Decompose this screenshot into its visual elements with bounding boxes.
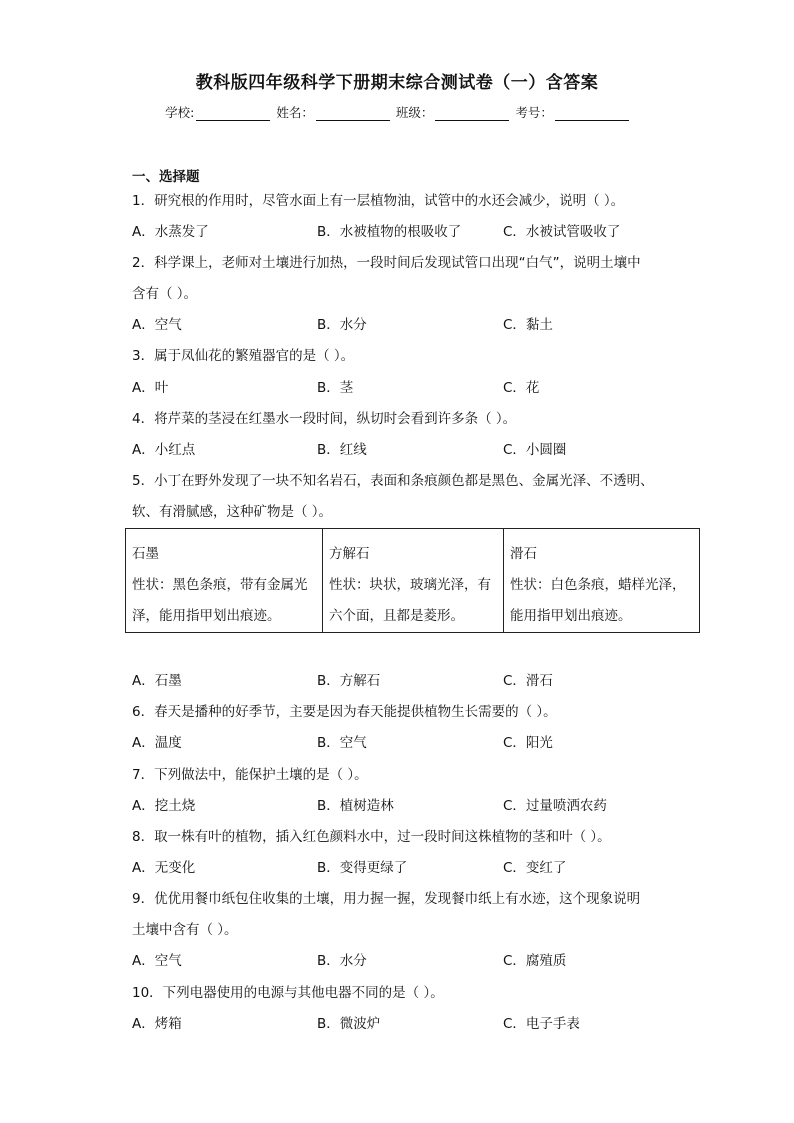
mineral-table [125,528,700,633]
mineral-property: 能用指甲划出痕迹。 [510,608,632,624]
mineral-property: 性状：黑色条痕，带有金属光 [132,577,308,593]
question-5-option-c[interactable]: C．滑石 [503,673,553,689]
question-5-text: 5．小丁在野外发现了一块不知名岩石，表面和条痕颜色都是黑色、金属光泽、不透明、 [132,473,654,489]
question-2-text: 2．科学课上，老师对土壤进行加热，一段时间后发现试管口出现“白气”，说明土壤中 [132,255,641,271]
question-10-option-b[interactable]: B．微波炉 [317,1016,381,1032]
question-2-option-b[interactable]: B．水分 [317,317,367,333]
question-4-option-c[interactable]: C．小圆圈 [503,442,567,458]
question-9-option-a[interactable]: A．空气 [132,953,182,969]
page-title: 教科版四年级科学下册期末综合测试卷（一）含答案 [195,73,599,93]
question-4-text: 4．将芹菜的茎浸在红墨水一段时间，纵切时会看到许多条（ ）。 [132,411,517,427]
question-7-option-c[interactable]: C．过量喷洒农药 [503,798,607,814]
question-10-option-a[interactable]: A．烤箱 [132,1016,182,1032]
question-5-option-a[interactable]: A．石墨 [132,673,182,689]
question-1-option-c[interactable]: C．水被试管吸收了 [503,224,621,240]
name-blank[interactable] [316,106,390,121]
school-field[interactable] [165,103,270,121]
question-3-option-c[interactable]: C．花 [503,380,540,396]
exam-number-blank[interactable] [555,106,629,121]
question-9-text: 9．优优用餐巾纸包住收集的土壤，用力握一握，发现餐巾纸上有水迹，这个现象说明 [132,891,641,907]
question-1-option-a[interactable]: A．水蒸发了 [132,224,209,240]
student-info-row [0,103,794,121]
question-9-option-b[interactable]: B．水分 [317,953,367,969]
question-3-option-a[interactable]: A．叶 [132,380,169,396]
question-10-option-c[interactable]: C．电子手表 [503,1016,580,1032]
question-4-option-b[interactable]: B．红线 [317,442,367,458]
question-7-option-a[interactable]: A．挖土烧 [132,798,196,814]
mineral-property: 六个面，且都是菱形。 [329,608,464,624]
mineral-name: 方解石 [329,546,370,562]
mineral-cell-graphite [126,529,323,633]
school-blank[interactable] [196,106,270,121]
question-2-text-cont: 含有（ ）。 [132,286,198,302]
question-1-text: 1．研究根的作用时，尽管水面上有一层植物油，试管中的水还会减少，说明（ ）。 [132,193,625,209]
question-4-option-a[interactable]: A．小红点 [132,442,196,458]
mineral-property: 泽，能用指甲划出痕迹。 [132,608,281,624]
name-field[interactable] [276,103,390,121]
question-5-text-cont: 软、有滑腻感，这种矿物是（ ）。 [132,504,333,520]
name-label: 姓名： [276,105,314,120]
class-field[interactable] [396,103,510,121]
section-title: 一、选择题 [132,169,200,185]
mineral-cell-talc [504,529,700,633]
question-8-option-b[interactable]: B．变得更绿了 [317,860,408,876]
question-2-option-a[interactable]: A．空气 [132,317,182,333]
question-9-option-c[interactable]: C．腐殖质 [503,953,567,969]
question-6-option-b[interactable]: B．空气 [317,735,367,751]
question-3-text: 3．属于凤仙花的繁殖器官的是（ ）。 [132,348,355,364]
mineral-property: 性状：块状，玻璃光泽，有 [329,577,491,593]
table-row [126,529,700,633]
question-10-text: 10．下列电器使用的电源与其他电器不同的是（ ）。 [132,985,444,1001]
mineral-property: 性状：白色条痕，蜡样光泽， [510,577,686,593]
question-3-option-b[interactable]: B．茎 [317,380,354,396]
exam-number-label: 考号： [515,105,553,120]
question-9-text-cont: 土壤中含有（ ）。 [132,922,238,938]
mineral-name: 石墨 [132,546,159,562]
question-5-option-b[interactable]: B．方解石 [317,673,381,689]
exam-number-field[interactable] [515,103,629,121]
question-7-option-b[interactable]: B．植树造林 [317,798,394,814]
question-1-option-b[interactable]: B．水被植物的根吸收了 [317,224,462,240]
class-label: 班级： [395,105,434,120]
question-6-text: 6．春天是播种的好季节，主要是因为春天能提供植物生长需要的（ ）。 [132,704,557,720]
mineral-name: 滑石 [510,546,537,562]
question-8-text: 8．取一株有叶的植物，插入红色颜料水中，过一段时间这株植物的茎和叶（ ）。 [132,829,611,845]
school-label: 学校: [165,105,195,120]
question-2-option-c[interactable]: C．黏土 [503,317,553,333]
question-8-option-a[interactable]: A．无变化 [132,860,196,876]
mineral-cell-calcite [323,529,504,633]
question-8-option-c[interactable]: C．变红了 [503,860,567,876]
question-6-option-a[interactable]: A．温度 [132,735,182,751]
class-blank[interactable] [435,106,509,121]
question-7-text: 7．下列做法中，能保护土壤的是（ ）。 [132,767,368,783]
question-6-option-c[interactable]: C．阳光 [503,735,553,751]
